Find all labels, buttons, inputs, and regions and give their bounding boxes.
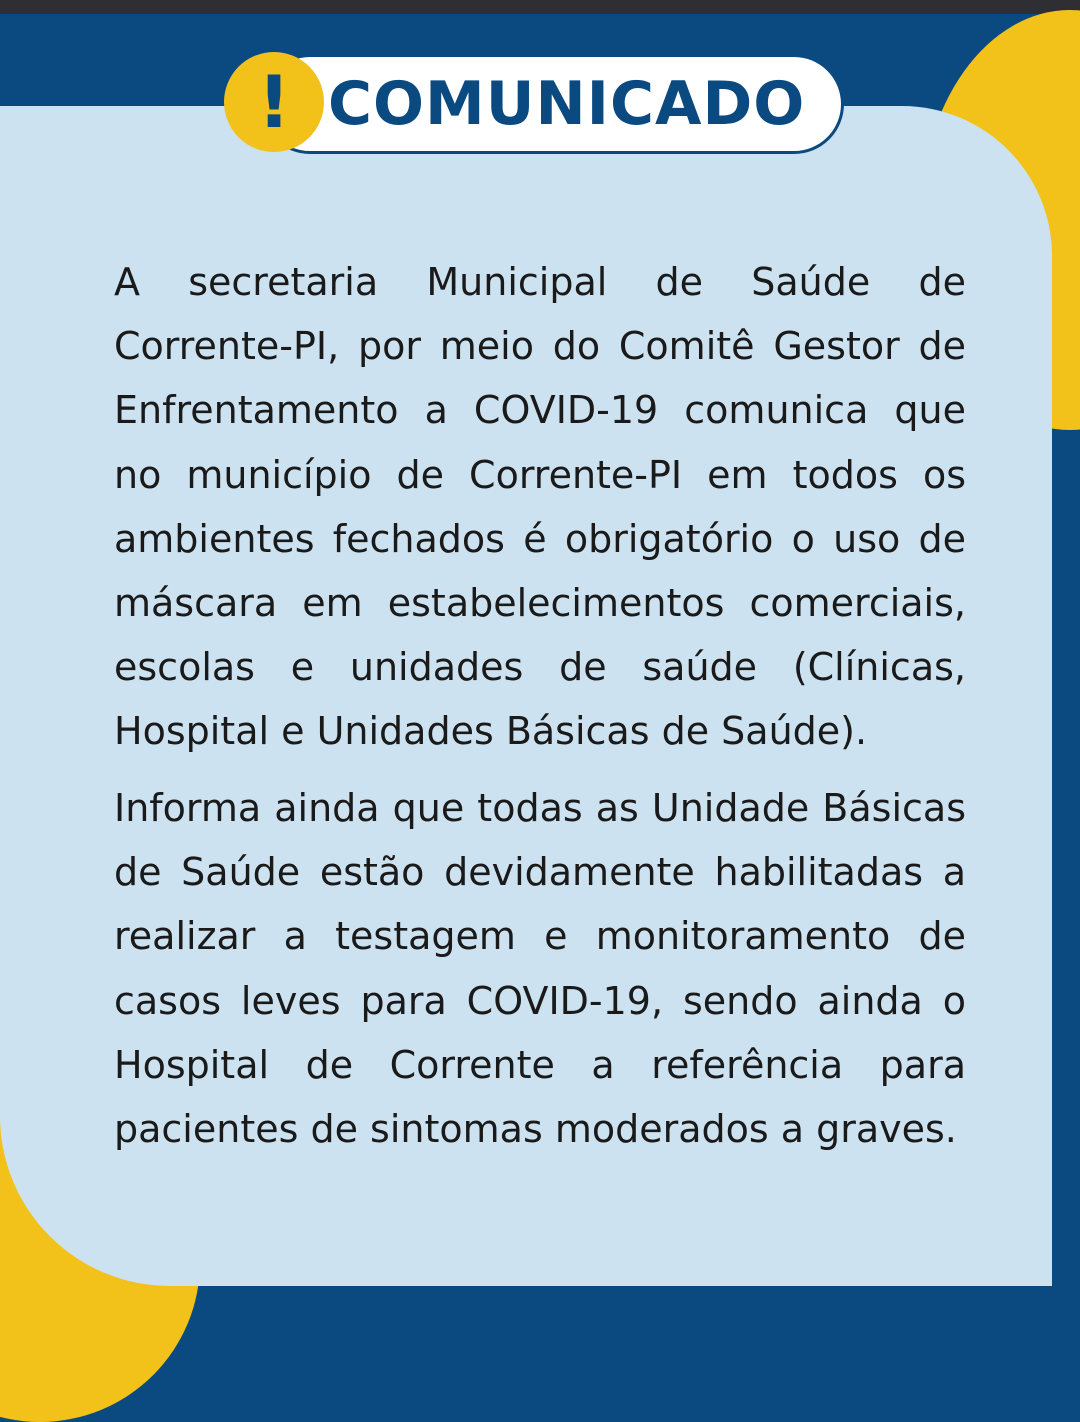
status-strip [0,0,1080,14]
paragraph-announcement: A secretaria Municipal de Saúde de Corrente-PI, por meio do Comitê Gestor de Enfrentamento a COVID-19 comunica que no município de Corrente-PI em todos os ambientes fechados é obrigatório o uso de máscara em estabelecimentos comerciais, escolas e unidades de saúde (Clínicas, Hospital e Unidades Básicas de Saúde). [114,260,966,754]
paragraph-information: Informa ainda que todas as Unidade Básicas de Saúde estão devidamente habilitadas a realizar a testagem e monitoramento de casos leves para COVID-19, sendo ainda o Hospital de Corrente a referência para pacientes de sintomas moderados a graves. [114,786,966,1152]
exclamation-glyph: ! [257,60,291,144]
page-title: COMUNICADO [328,69,806,139]
